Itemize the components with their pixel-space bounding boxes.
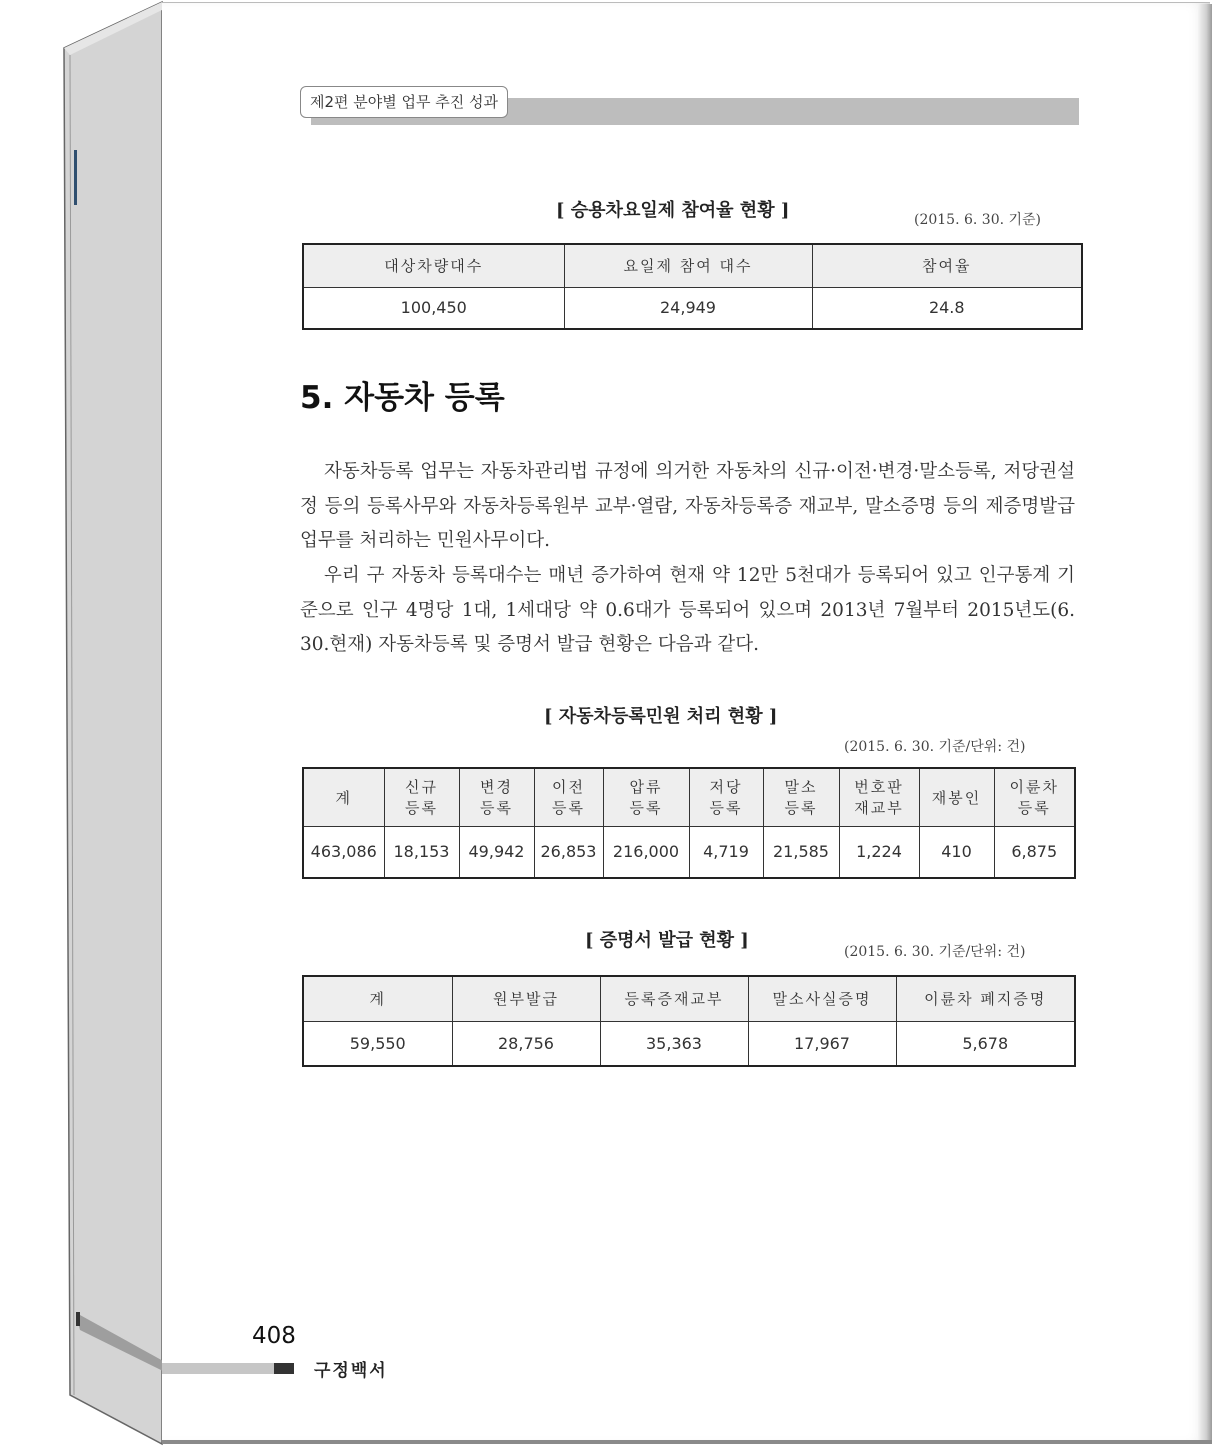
page-right-edge (1198, 4, 1212, 1442)
table1-basis: (2015. 6. 30. 기준) (914, 212, 1042, 228)
header-cell: 원부발급 (452, 976, 600, 1021)
value-cell: 21,585 (763, 826, 839, 878)
header-text: 신규 (405, 778, 438, 797)
value-cell: 5,678 (896, 1021, 1075, 1066)
table3-basis: (2015. 6. 30. 기준/단위: 건) (844, 944, 1026, 960)
header-cell: 말소사실증명 (748, 976, 896, 1021)
value-cell: 18,153 (384, 826, 459, 878)
value-cell: 17,967 (748, 1021, 896, 1066)
header-text: 저당 (709, 778, 743, 797)
header-text: 말소 (784, 778, 818, 797)
carfree-day-table (302, 243, 1083, 330)
header-text: 등록 (552, 799, 585, 818)
value-cell: 100,450 (303, 287, 564, 329)
header-text: 등록 (480, 799, 513, 818)
header-cell (534, 768, 603, 826)
footer-book-title: 구정백서 (314, 1361, 388, 1381)
value-cell: 1,224 (839, 826, 919, 878)
body-paragraph-2: 우리 구 자동차 등록대수는 매년 증가하여 현재 약 12만 5천대가 등록되어 있고 인구통계 기준으로 인구 4명당 1대, 1세대당 약 0.6대가 등록되어 있으며 2013년 7월부터 2015년도(6. 30.현재) 자동차등록 및 증명서 발급 현황은 다음과 같다. (300, 565, 1075, 655)
header-cell: 등록증재교부 (600, 976, 748, 1021)
registration-table (302, 767, 1076, 879)
value-cell: 4,719 (689, 826, 763, 878)
value-cell: 24,949 (564, 287, 812, 329)
header-text: 이륜차 (1009, 778, 1059, 797)
header-text: 변경 (480, 778, 513, 797)
footer-gray-bar (162, 1363, 274, 1374)
header-text: 등록 (709, 799, 743, 818)
table-header-row (303, 244, 1082, 287)
value-cell: 59,550 (303, 1021, 452, 1066)
table-row (303, 1021, 1075, 1066)
footer-black-bar (274, 1363, 294, 1374)
value-cell: 6,875 (994, 826, 1075, 878)
header-text: 재교부 (854, 799, 904, 818)
body-paragraph-1: 자동차등록 업무는 자동차관리법 규정에 의거한 자동차의 신규·이전·변경·말소등록, 저당권설정 등의 등록사무와 자동차등록원부 교부·열람, 자동차등록증 재교부, 말소증명 등의 제증명발급 업무를 처리하는 민원사무이다. (300, 461, 1075, 551)
header-cell (384, 768, 459, 826)
value-cell: 410 (919, 826, 994, 878)
page-bottom-edge (162, 1440, 1212, 1444)
value-cell: 463,086 (303, 826, 384, 878)
header-cell (459, 768, 534, 826)
header-cell: 요일제 참여 대수 (564, 244, 812, 287)
header-text: 압류 (629, 778, 663, 797)
header-cell (603, 768, 689, 826)
value-cell: 216,000 (603, 826, 689, 878)
table3-caption: [ 증명서 발급 현황 ] (585, 930, 749, 951)
section-title: 5. 자동차 등록 (300, 380, 505, 416)
header-cell: 대상차량대수 (303, 244, 564, 287)
table-row (303, 826, 1075, 878)
table-header-row (303, 768, 1075, 826)
value-cell: 28,756 (452, 1021, 600, 1066)
header-cell (994, 768, 1075, 826)
header-cell (689, 768, 763, 826)
header-text: 등록 (784, 799, 818, 818)
table-row (303, 287, 1082, 329)
table2-basis: (2015. 6. 30. 기준/단위: 건) (844, 739, 1026, 755)
table2-caption: [ 자동차등록민원 처리 현황 ] (544, 706, 778, 727)
table-header-row (303, 976, 1075, 1021)
header-text: 이전 (552, 778, 585, 797)
header-text: 등록 (405, 799, 438, 818)
value-cell: 24.8 (812, 287, 1082, 329)
value-cell: 26,853 (534, 826, 603, 878)
header-text: 재봉인 (931, 788, 982, 807)
header-text: 등록 (629, 799, 663, 818)
value-cell: 35,363 (600, 1021, 748, 1066)
header-cell (763, 768, 839, 826)
table1-caption: [ 승용차요일제 참여율 현황 ] (556, 200, 790, 221)
header-text: 등록 (1017, 799, 1051, 818)
header-cell: 계 (303, 976, 452, 1021)
header-cell: 참여율 (812, 244, 1082, 287)
header-text: 계 (335, 788, 352, 807)
header-cell (303, 768, 384, 826)
header-cell: 이륜차 폐지증명 (896, 976, 1075, 1021)
page-number: 408 (252, 1323, 296, 1349)
book-spine (0, 0, 165, 1446)
header-cell (839, 768, 919, 826)
certificate-table (302, 975, 1076, 1067)
header-text: 번호판 (854, 778, 904, 797)
value-cell: 49,942 (459, 826, 534, 878)
chapter-label: 제2편 분야별 업무 추진 성과 (300, 86, 508, 118)
header-cell (919, 768, 994, 826)
